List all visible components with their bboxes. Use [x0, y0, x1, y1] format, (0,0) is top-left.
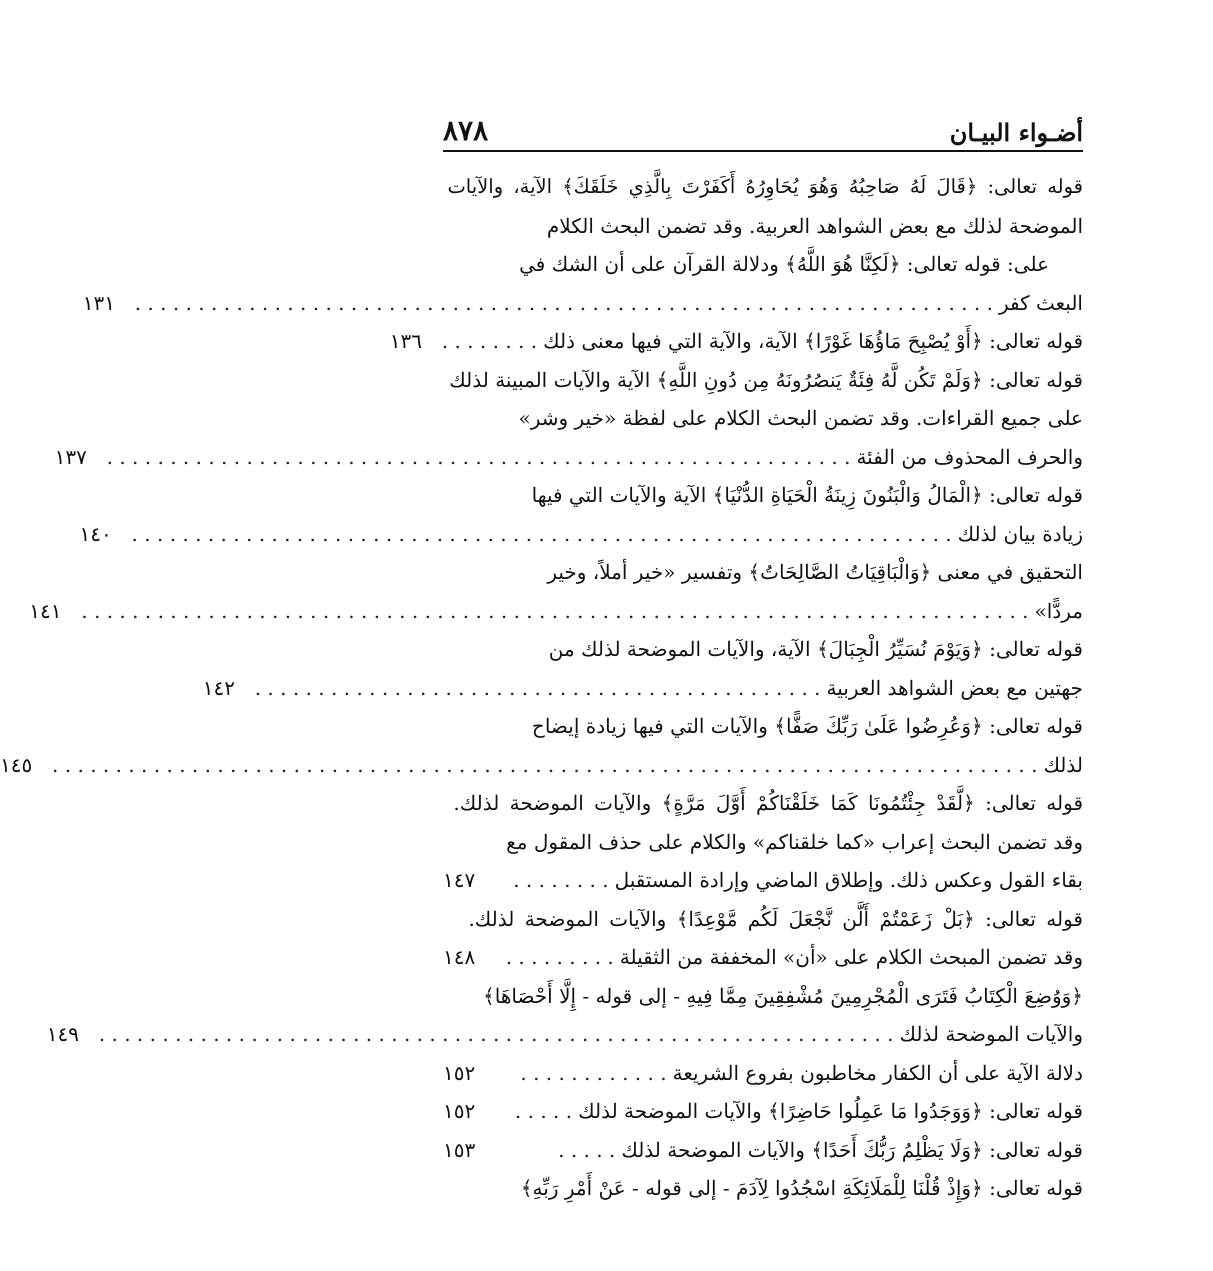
leader-dots: . . . . . . . .: [441, 329, 538, 353]
toc-entry: [54, 438, 1083, 477]
toc-text: قوله تعالى: ﴿لَّقَدْ جِئْتُمُونَا كَمَا خَلَقْنَاكُمْ أَوَّلَ مَرَّةٍ﴾ والآيات الموضحة لذلك.: [453, 791, 1083, 815]
toc-entry: [443, 938, 1083, 977]
leader-dots: . . . . . . . . . . . . . . . . . . . . . . . . . . . . . . . . . . . . . . . . . . . . . . . . . . . . . . . . . . . . . . . . . . . .: [134, 290, 993, 315]
toc-page-number: ١٤٥: [0, 752, 33, 777]
toc-text: مردًّا»: [1034, 598, 1083, 623]
page-header: [443, 108, 1083, 148]
toc-page-number: ١٣٦: [389, 329, 422, 353]
toc-text: لذلك: [1043, 752, 1083, 777]
book-title: أضـواء البيـان: [949, 118, 1083, 147]
toc-text: قوله تعالى: ﴿بَلْ زَعَمْتُمْ أَلَّن نَّجْعَلَ لَكُم مَّوْعِدًا﴾ والآيات الموضحة لذلك.: [468, 906, 1083, 931]
toc-line: [443, 1169, 1083, 1208]
toc-line: [443, 399, 1083, 438]
toc-entry: [0, 746, 1083, 785]
toc-text: جهتين مع بعض الشواهد العربية: [826, 675, 1083, 700]
toc-page-number: ١٣١: [82, 290, 115, 315]
toc-page-number: ١٤٩: [46, 1022, 80, 1046]
toc-text: الموضحة لذلك مع بعض الشواهد العربية. وقد تضمن البحث الكلام: [546, 213, 1083, 238]
toc-page-number: ١٤١: [29, 598, 62, 623]
toc-line: [443, 823, 1083, 862]
toc-line: [443, 630, 1083, 669]
toc-text: قوله تعالى: ﴿قَالَ لَهُ صَاحِبُهُ وَهُوَ يُحَاوِرُهُ أَكَفَرْتَ بِالَّذِي خَلَقَكَ﴾ الآية، والآيات: [447, 175, 1083, 198]
toc-page-number: ١٥٢: [443, 1099, 476, 1123]
toc-entry: [82, 284, 1083, 323]
leader-dots: . . . . .: [514, 1099, 573, 1123]
toc-text: دلالة الآية على أن الكفار مخاطبون بفروع الشريعة: [672, 1060, 1083, 1085]
toc-text: وقد تضمن البحث إعراب «كما خلقناكم» والكلام على حذف المقول مع: [506, 829, 1083, 854]
toc-text: بقاء القول وعكس ذلك. وإطلاق الماضي وإرادة المستقبل: [614, 868, 1083, 892]
toc-entry: [443, 1131, 1083, 1170]
toc-text: على: قوله تعالى: ﴿لَكِنَّا هُوَ اللَّهُ﴾ ودلالة القرآن على أن الشك في: [519, 252, 1049, 276]
toc-entry: [29, 592, 1083, 631]
header-rule: [443, 150, 1083, 152]
toc-line: [443, 553, 1083, 592]
toc-line: [443, 245, 1083, 284]
toc-page-number: ١٤٨: [443, 945, 476, 969]
toc-text: ﴿وَوُضِعَ الْكِتَابُ فَتَرَى الْمُجْرِمِينَ مُشْفِقِينَ مِمَّا فِيهِ - إلى قوله - إِلَّا أَحْصَاهَا﴾: [483, 983, 1083, 1008]
leader-dots: . . . . . . . . . . . . . . . . . . . . . . . . . . . . . . . . . . . . . . . . . . . . . . . . . . . . . . . . . . . . . . . . .: [131, 521, 952, 546]
table-of-contents: [0, 168, 1083, 1208]
leader-dots: . . . . .: [558, 1137, 616, 1162]
toc-text: على جميع القراءات. وقد تضمن البحث الكلام على لفظة «خير وشر»: [518, 406, 1083, 430]
toc-entry: [389, 322, 1083, 361]
leader-dots: . . . . . . . . . . . . . . . . . . . . . . . . . . . . . . . . . . . . . . . . . . . . . . . . . . . . . . . . . . .: [106, 444, 851, 469]
toc-line: [443, 977, 1083, 1016]
toc-text: قوله تعالى: ﴿وَعُرِضُوا عَلَىٰ رَبِّكَ صَفًّا﴾ والآيات التي فيها زيادة إيضاح: [531, 714, 1083, 738]
toc-page-number: ١٥٣: [443, 1137, 476, 1162]
toc-page-number: ١٤٧: [443, 868, 476, 892]
leader-dots: . . . . . . . . . . . . . . . . . . . . . . . . . . . . . . . . . . . . . . . . . . . . . . . . . . . . . . . . . . . . . . . . . . . . . . . . . . . . . .: [52, 752, 1038, 777]
toc-line: [443, 784, 1083, 823]
leader-dots: . . . . . . . . . . . . . . . . . . . . . . . . . . . . . . . . . . . . . . . . . . . . . . . . . . . . . . . . . . . . . . .: [98, 1022, 894, 1046]
toc-page-number: ١٣٧: [54, 444, 87, 469]
leader-dots: . . . . . . . .: [513, 868, 609, 892]
toc-entry: [443, 1092, 1083, 1131]
toc-page-number: ١٤٢: [202, 675, 235, 700]
toc-entry: [443, 861, 1083, 900]
toc-text: والآيات الموضحة لذلك: [899, 1022, 1083, 1046]
toc-entry: [443, 1054, 1083, 1093]
toc-text: وقد تضمن المبحث الكلام على «أن» المخففة من الثقيلة: [619, 945, 1083, 969]
toc-text: قوله تعالى: ﴿وَلَمْ تَكُن لَّهُ فِئَةٌ يَنصُرُونَهُ مِن دُونِ اللَّهِ﴾ الآية والآيات المبينة لذلك: [449, 367, 1083, 392]
toc-text: قوله تعالى: ﴿وَإِذْ قُلْنَا لِلْمَلَائِكَةِ اسْجُدُوا لِآدَمَ - إلى قوله - عَنْ أَمْرِ رَبِّهِ﴾: [520, 1176, 1083, 1200]
page-number: ٨٧٨: [443, 114, 489, 147]
toc-entry: [79, 515, 1083, 554]
toc-text: البعث كفر: [998, 290, 1083, 315]
toc-text: قوله تعالى: ﴿وَوَجَدُوا مَا عَمِلُوا حَاضِرًا﴾ والآيات الموضحة لذلك: [578, 1099, 1083, 1123]
toc-text: قوله تعالى: ﴿أَوْ يُصْبِحَ مَاؤُهَا غَوْرًا﴾ الآية، والآية التي فيها معنى ذلك: [543, 329, 1083, 353]
toc-line: [443, 361, 1083, 400]
toc-text: التحقيق في معنى ﴿وَالْبَاقِيَاتُ الصَّالِحَاتُ﴾ وتفسير «خير أملاً، وخير: [547, 560, 1083, 584]
toc-text: زيادة بيان لذلك: [957, 521, 1083, 546]
toc-entry: [46, 1015, 1083, 1054]
toc-text: قوله تعالى: ﴿وَلَا يَظْلِمُ رَبُّكَ أَحَدًا﴾ والآيات الموضحة لذلك: [621, 1137, 1083, 1162]
toc-text: والحرف المحذوف من الفئة: [856, 444, 1083, 469]
leader-dots: . . . . . . . . . . . . . . . . . . . . . . . . . . . . . . . . . . . . . . . . . . . . .: [254, 675, 821, 700]
leader-dots: . . . . . . . . . . . .: [520, 1060, 667, 1085]
toc-entry: [202, 669, 1083, 708]
leader-dots: . . . . . . . . . . . . . . . . . . . . . . . . . . . . . . . . . . . . . . . . . . . . . . . . . . . . . . . . . . . . . . . . . . . . . . . . . . .: [81, 598, 1029, 623]
toc-line: [443, 900, 1083, 939]
leader-dots: . . . . . . . . .: [505, 945, 614, 969]
toc-line: [443, 476, 1083, 515]
toc-line: [443, 207, 1083, 246]
toc-line: [443, 168, 1083, 207]
toc-page-number: ١٥٢: [443, 1060, 476, 1085]
toc-text: قوله تعالى: ﴿الْمَالُ وَالْبَنُونَ زِينَةُ الْحَيَاةِ الدُّنْيَا﴾ الآية والآيات التي فيها: [531, 483, 1083, 507]
toc-text: قوله تعالى: ﴿وَيَوْمَ نُسَيِّرُ الْجِبَالَ﴾ الآية، والآيات الموضحة لذلك من: [548, 637, 1083, 661]
toc-line: [443, 707, 1083, 746]
toc-page-number: ١٤٠: [79, 521, 112, 546]
